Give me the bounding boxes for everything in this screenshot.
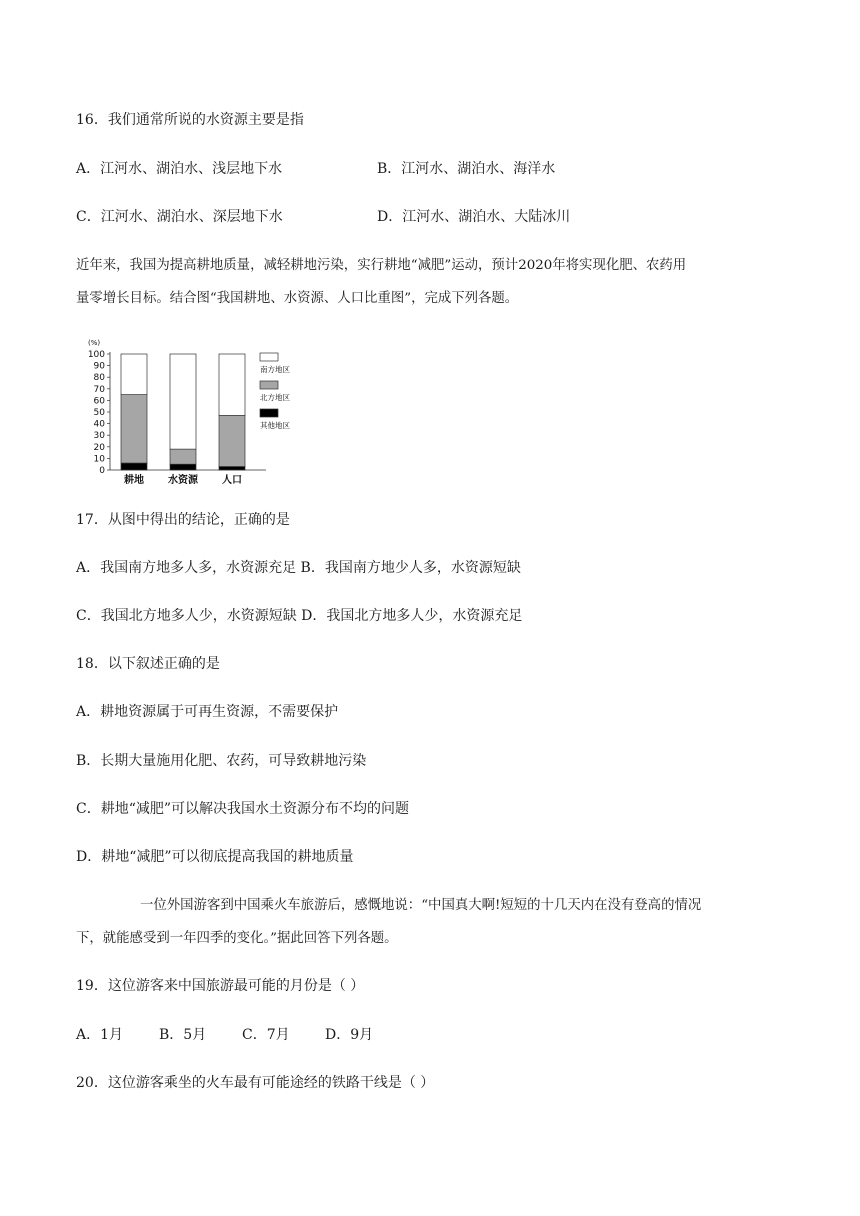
legend-swatch: [260, 353, 278, 361]
y-tick-label: 60: [93, 396, 105, 407]
passage2-line2: 下，就能感受到一年四季的变化。”据此回答下列各题。: [76, 931, 398, 946]
y-tick-label: 80: [93, 373, 105, 384]
bar-segment: [219, 415, 245, 466]
legend-label: 南方地区: [260, 365, 290, 374]
legend-label: 其他地区: [260, 421, 290, 430]
chart-legend: [260, 353, 290, 430]
q16-option-a: A．江河水、湖泊水、浅层地下水: [76, 161, 283, 177]
x-axis-labels: [124, 473, 242, 485]
legend-swatch: [260, 409, 278, 417]
passage2-line1: 一位外国游客到中国乘火车旅游后，感慨地说：“中国真大啊!短短的十几天内在没有登高的情况: [140, 898, 702, 913]
y-tick-label: 0: [99, 466, 105, 476]
q18-option-c: C．耕地“减肥”可以解决我国水土资源分布不均的问题: [76, 801, 410, 817]
passage1-line2: 量零增长目标。结合图“我国耕地、水资源、人口比重图”，完成下列各题。: [76, 291, 519, 306]
q19-option-b: B．5月: [159, 1027, 207, 1043]
q18-option-a: A．耕地资源属于可再生资源，不需要保护: [76, 704, 339, 720]
q18-option-d: D．耕地“减肥”可以彻底提高我国的耕地质量: [76, 849, 354, 865]
y-tick-label: 30: [93, 431, 105, 442]
passage1-line1: 近年来，我国为提高耕地质量，减轻耕地污染，实行耕地“减肥”运动，预计2020年将实现化肥、农药用: [76, 258, 687, 273]
q16-stem: 16．我们通常所说的水资源主要是指: [76, 112, 304, 128]
q17-options-ab: A．我国南方地多人多，水资源充足 B．我国南方地少人多，水资源短缺: [76, 560, 521, 576]
legend-swatch: [260, 381, 278, 389]
y-tick-label: 40: [93, 419, 105, 430]
y-tick-label: 20: [93, 442, 105, 453]
q19-option-c: C．7月: [242, 1027, 290, 1043]
bars-group: [121, 354, 245, 470]
y-tick-label: 10: [93, 454, 105, 465]
q19-stem: 19．这位游客来中国旅游最可能的月份是（ ）: [76, 978, 365, 994]
y-tick-label: 100: [87, 350, 105, 360]
bar-segment: [121, 463, 147, 470]
legend-label: 北方地区: [260, 393, 290, 402]
chart-unit-label: (%): [88, 339, 101, 347]
q16-option-c: C．江河水、湖泊水、深层地下水: [76, 209, 283, 225]
y-tick-label: 50: [93, 408, 105, 418]
bar-segment: [170, 354, 196, 449]
bar-segment: [219, 354, 245, 415]
bar-segment: [121, 395, 147, 463]
bar-segment: [170, 464, 196, 470]
q16-option-b: B．江河水、湖泊水、海洋水: [377, 161, 556, 177]
q20-stem: 20．这位游客乘坐的火车最有可能途经的铁路干线是（ ）: [76, 1075, 435, 1091]
x-category-label: 耕地: [124, 475, 144, 485]
y-tick-label: 90: [93, 361, 105, 372]
q17-options-cd: C．我国北方地多人少，水资源短缺 D．我国北方地多人少，水资源充足: [76, 608, 523, 624]
q19-option-a: A．1月: [76, 1027, 124, 1043]
y-axis-ticks: [88, 350, 110, 476]
y-tick-label: 70: [93, 384, 105, 395]
x-category-label: 人口: [222, 475, 242, 485]
bar-segment: [121, 354, 147, 395]
q18-stem: 18．以下叙述正确的是: [76, 656, 220, 672]
bar-segment: [219, 467, 245, 470]
bar-segment: [170, 449, 196, 464]
q18-option-b: B．长期大量施用化肥、农药，可导致耕地污染: [76, 753, 367, 769]
x-category-label: 水资源: [168, 475, 198, 485]
q17-stem: 17．从图中得出的结论，正确的是: [76, 512, 290, 528]
q19-option-d: D．9月: [325, 1027, 374, 1043]
land-water-population-chart: [76, 335, 336, 485]
q16-option-d: D．江河水、湖泊水、大陆冰川: [377, 209, 571, 225]
